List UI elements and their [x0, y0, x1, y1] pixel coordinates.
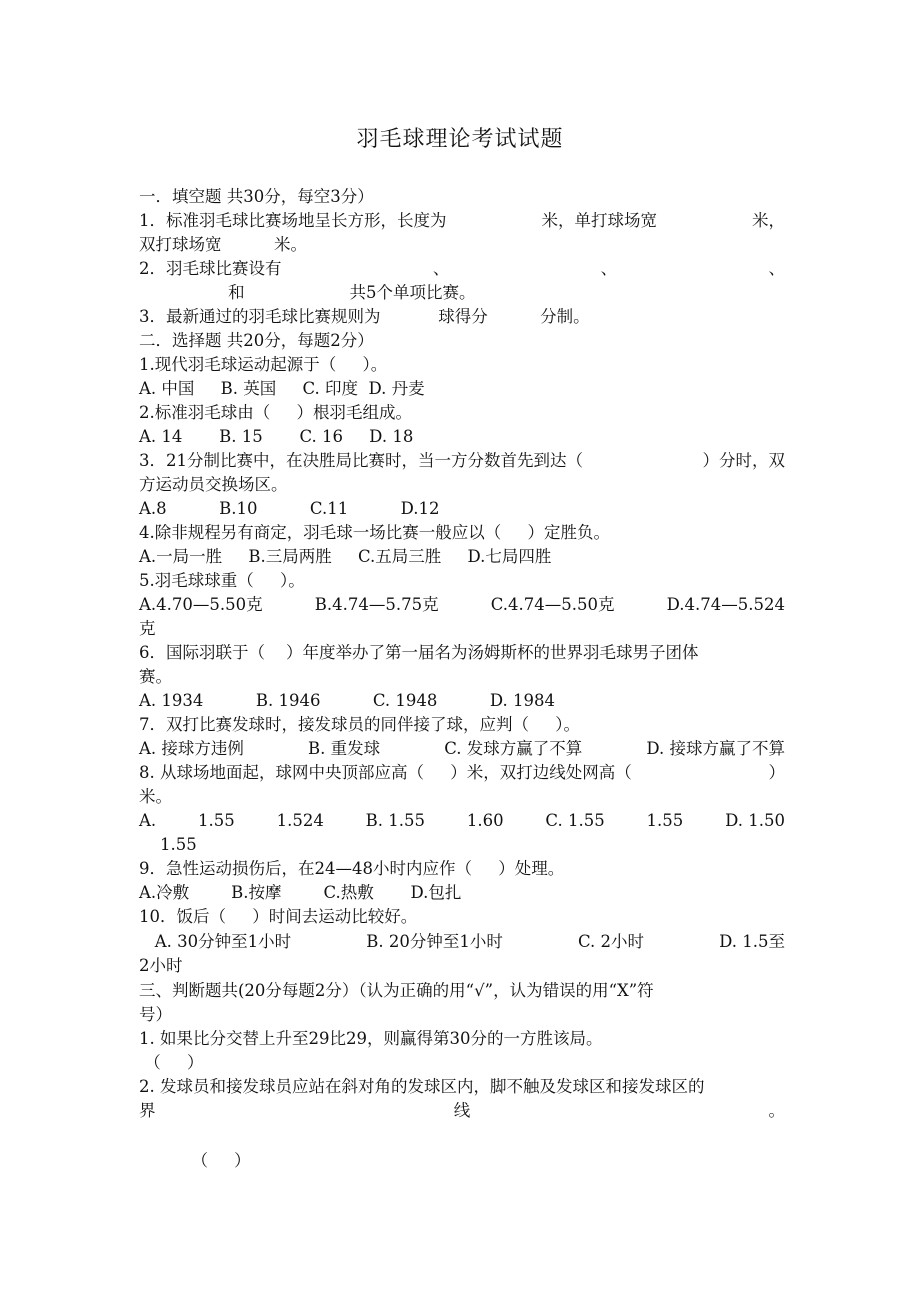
- question-line: 赛。: [139, 667, 172, 686]
- text-segment: 米，单打球场宽: [541, 211, 657, 230]
- option-segment: 1.55: [646, 811, 684, 830]
- question-line: 9．急性运动损伤后，在24—48小时内应作（ ）处理。: [139, 859, 565, 878]
- option-segment: B. 20分钟至1小时: [366, 932, 503, 951]
- option-segment: C. 1.55: [545, 811, 605, 830]
- question-line: 2.标准羽毛球由（ ）根羽毛组成。: [139, 403, 412, 422]
- section-heading-choice: 二．选择题 共20分，每题2分）: [139, 331, 374, 350]
- question-line: 双打球场宽 米。: [139, 235, 307, 254]
- options-line: A. 14 B. 15 C. 16 D. 18: [139, 427, 414, 446]
- options-line: A.冷敷 B.按摩 C.热敷 D.包扎: [139, 883, 462, 902]
- option-segment: A. 接球方违例: [139, 739, 244, 758]
- options-line: [139, 594, 785, 616]
- option-segment: C. 2小时: [577, 932, 644, 951]
- text-segment: 1．标准羽毛球比赛场地呈长方形，长度为: [139, 211, 447, 230]
- text-segment: ）: [768, 763, 785, 782]
- option-segment: B. 1.55: [365, 811, 426, 830]
- question-line: 方运动员交换场区。: [139, 475, 288, 494]
- question-line: [139, 642, 785, 664]
- question-line: 4.除非规程另有商定，羽毛球一场比赛一般应以（ ）定胜负。: [139, 523, 610, 542]
- option-segment: D.4.74—5.524: [666, 595, 785, 614]
- option-segment: B.4.74—5.75克: [314, 595, 439, 614]
- section-heading-judge-cont: 号）: [139, 1005, 172, 1024]
- options-line: [139, 931, 785, 953]
- options-line: A.8 B.10 C.11 D.12: [139, 499, 440, 518]
- options-line: A.一局一胜 B.三局两胜 C.五局三胜 D.七局四胜: [139, 547, 552, 566]
- question-line: 米。: [139, 787, 172, 806]
- option-segment: D. 1.5至: [719, 932, 785, 951]
- text-segment: 6．国际羽联于（ ）年度举办了第一届名为汤姆斯杯的世界羽毛球男子团体: [139, 643, 699, 662]
- option-segment: 1.60: [466, 811, 504, 830]
- option-segment: A. 30分钟至1小时: [139, 932, 292, 951]
- options-line: 1.55: [139, 835, 197, 854]
- question-line: 7．双打比赛发球时，接发球员的同伴接了球，应判（ ）。: [139, 715, 580, 734]
- text-segment: 米，: [752, 211, 785, 230]
- question-line: 2. 发球员和接发球员应站在斜对角的发球区内，脚不触及发球区和接发球区的: [139, 1077, 705, 1096]
- option-segment: C.4.74—5.50克: [490, 595, 615, 614]
- question-line: 3．最新通过的羽毛球比赛规则为 球得分 分制。: [139, 307, 590, 326]
- text-segment: ）分时，双: [702, 451, 785, 470]
- text-segment: 、: [600, 259, 618, 278]
- options-line: [139, 810, 785, 832]
- question-line: 1. 如果比分交替上升至29比29，则赢得第30分的一方胜该局。: [139, 1029, 603, 1048]
- text-segment: 、: [768, 259, 785, 278]
- page-title: 羽毛球理论考试试题: [356, 127, 564, 152]
- options-line: [139, 738, 785, 760]
- option-segment: A.4.70—5.50克: [139, 595, 263, 614]
- option-segment: A.: [139, 811, 157, 830]
- option-segment: 1.55: [198, 811, 235, 830]
- answer-blank: （ ）: [139, 1151, 251, 1170]
- option-segment: B. 重发球: [308, 739, 381, 758]
- option-segment: C. 发球方赢了不算: [444, 739, 583, 758]
- text-segment: 3．21分制比赛中，在决胜局比赛时，当一方分数首先到达（: [139, 451, 583, 470]
- question-line: 5.羽毛球球重（ ）。: [139, 571, 305, 590]
- question-line: [139, 258, 785, 280]
- question-line: 1.现代羽毛球运动起源于（ ）。: [139, 355, 388, 374]
- question-line: [139, 762, 785, 784]
- options-line: 克: [139, 619, 156, 638]
- text-segment: 界: [139, 1101, 156, 1120]
- text-segment: 。: [768, 1101, 785, 1120]
- section-heading-fill-blank: 一．填空题 共30分，每空3分）: [139, 187, 374, 206]
- text-segment: 2．羽毛球比赛设有: [139, 259, 282, 278]
- text-segment: 、: [432, 259, 450, 278]
- question-line: [139, 210, 785, 232]
- option-segment: D. 1.50: [725, 811, 785, 830]
- option-segment: 1.524: [276, 811, 324, 830]
- question-line: 和 共5个单项比赛。: [139, 283, 476, 302]
- options-line: 2小时: [139, 956, 183, 975]
- question-line: 10．饭后（ ）时间去运动比较好。: [139, 907, 418, 926]
- section-heading-judge: 三、判断题共(20分每题2分）（认为正确的用“√”，认为错误的用“X”符: [139, 981, 654, 1000]
- answer-blank: （ ）: [139, 1053, 204, 1072]
- options-line: A. 1934 B. 1946 C. 1948 D. 1984: [139, 691, 555, 710]
- options-line: A. 中国 B. 英国 C. 印度 D. 丹麦: [139, 379, 425, 398]
- question-line: [139, 1100, 785, 1122]
- question-line: [139, 450, 785, 472]
- text-segment: 8. 从球场地面起，球网中央顶部应高（ ）米，双打边线处网高（: [139, 763, 632, 782]
- text-segment: 线: [453, 1101, 471, 1120]
- option-segment: D. 接球方赢了不算: [646, 739, 785, 758]
